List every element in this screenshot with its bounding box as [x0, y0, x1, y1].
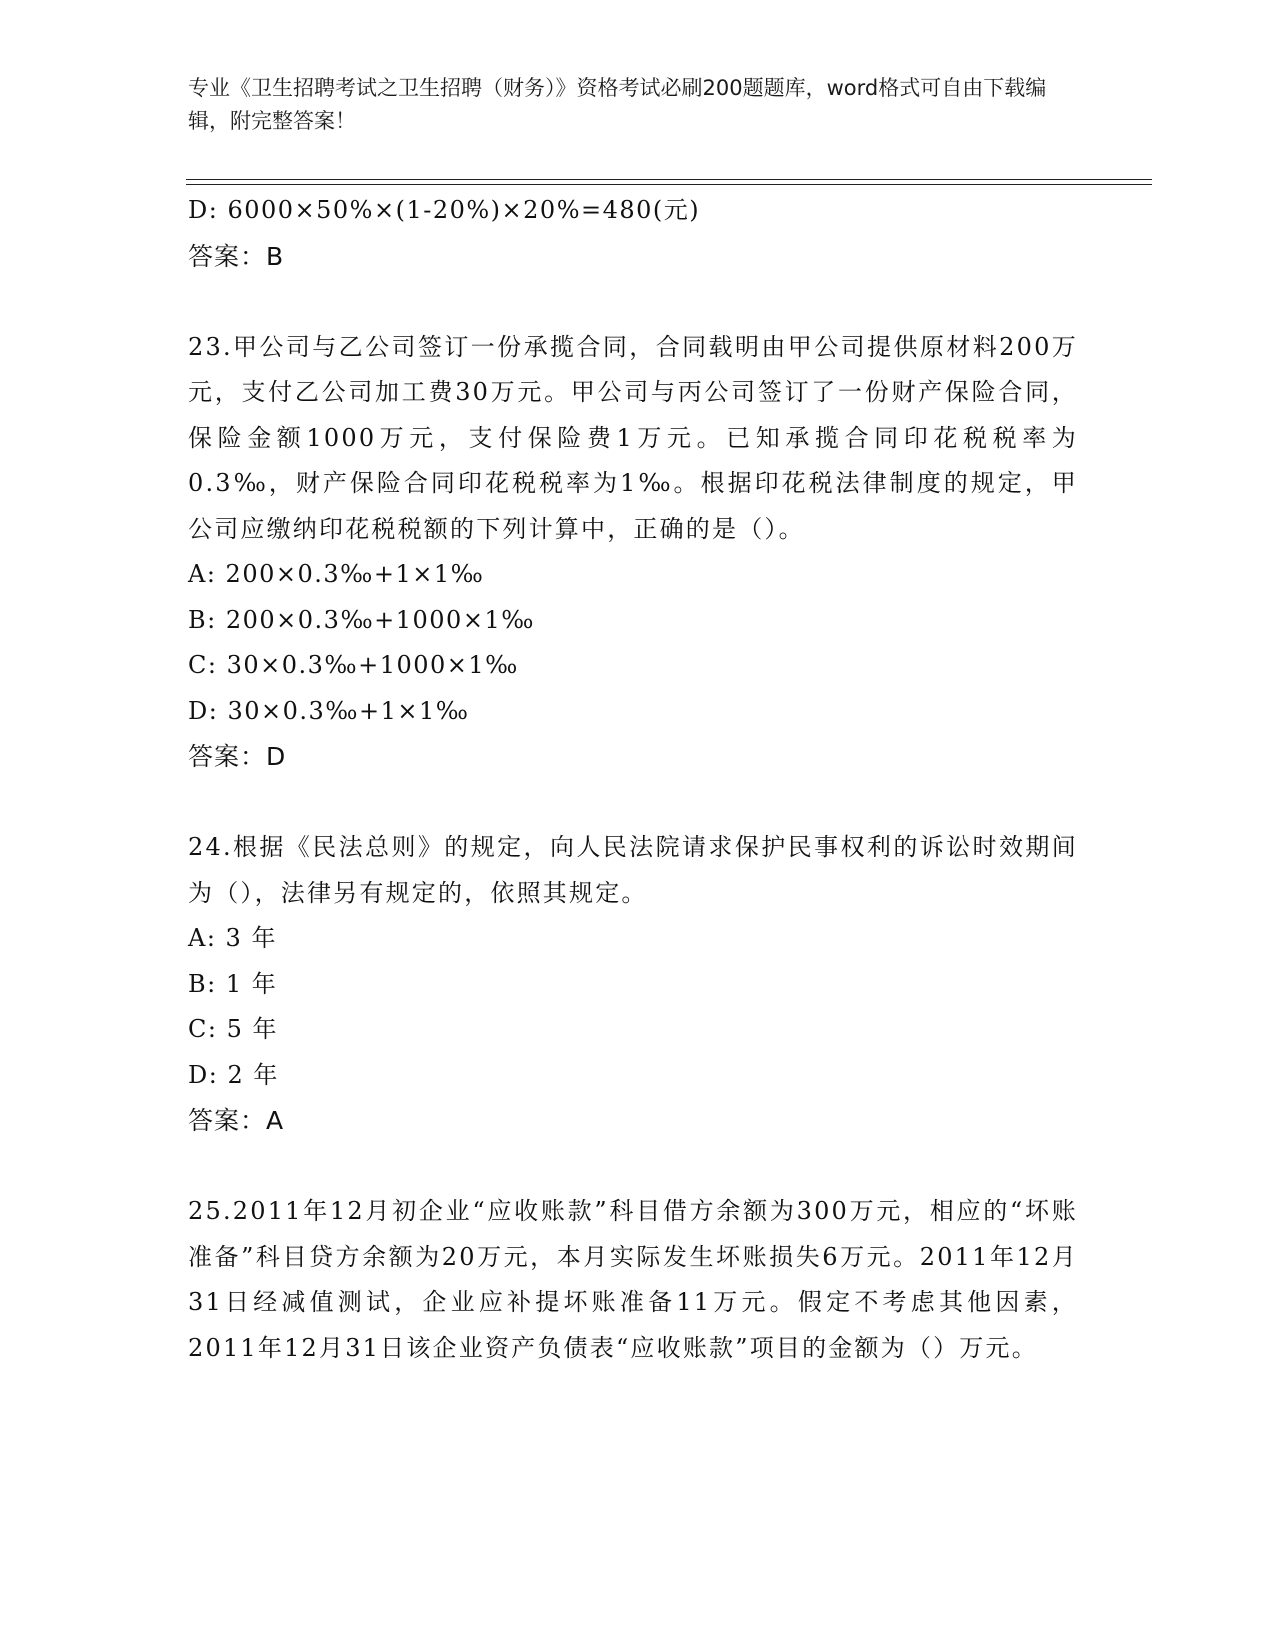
- question-24: [188, 825, 1078, 1144]
- question-25: [188, 1189, 1078, 1371]
- header-rule-bottom: [186, 184, 1152, 185]
- option-d: D: 30×0.3‰+1×1‰: [188, 696, 470, 725]
- question-text: 25.2011年12月初企业“应收账款”科目借方余额为300万元，相应的“坏账准备”科目贷方余额为20万元，本月实际发生坏账损失6万元。2011年12月31日经减值测试，企业应补提坏账准备11万元。假定不考虑其他因素，2011年12月31日该企业资产负债表“应收账款”项目的金额为（）万元。: [188, 1197, 1078, 1362]
- spacer: [188, 780, 1078, 826]
- prev-question-answer: 答案：B: [188, 241, 285, 271]
- option-c: C: 5 年: [188, 1015, 278, 1043]
- header-rule-top: [186, 179, 1152, 180]
- spacer: [188, 279, 1078, 325]
- question-23: [188, 325, 1078, 780]
- spacer: [188, 1144, 1078, 1190]
- option-b: B: 200×0.3‰+1000×1‰: [188, 605, 535, 634]
- option-d: D: 2 年: [188, 1060, 279, 1089]
- option-a: A: 3 年: [188, 924, 277, 952]
- answer: 答案：D: [188, 742, 287, 771]
- question-text: 24.根据《民法总则》的规定，向人民法院请求保护民事权利的诉讼时效期间为（），法律另有规定的，依照其规定。: [188, 833, 1078, 907]
- option-a: A: 200×0.3‰+1×1‰: [188, 560, 485, 588]
- answer: 答案：A: [188, 1106, 285, 1135]
- question-text: 23.甲公司与乙公司签订一份承揽合同，合同载明由甲公司提供原材料200万元，支付乙公司加工费30万元。甲公司与丙公司签订了一份财产保险合同，保险金额1000万元，支付保险费1万元。已知承揽合同印花税税率为0.3‰，财产保险合同印花税税率为1‰。根据印花税法律制度的规定，甲公司应缴纳印花税税额的下列计算中，正确的是（）。: [188, 332, 1078, 543]
- prev-question-option-d: D: 6000×50%×(1-20%)×20%=480(元): [188, 196, 701, 224]
- page-header: 专业《卫生招聘考试之卫生招聘（财务）》资格考试必刷200题题库，word格式可自由下载编辑，附完整答案！: [188, 76, 1047, 133]
- option-b: B: 1 年: [188, 969, 278, 998]
- document-body: [188, 188, 1078, 1371]
- option-c: C: 30×0.3‰+1000×1‰: [188, 651, 519, 679]
